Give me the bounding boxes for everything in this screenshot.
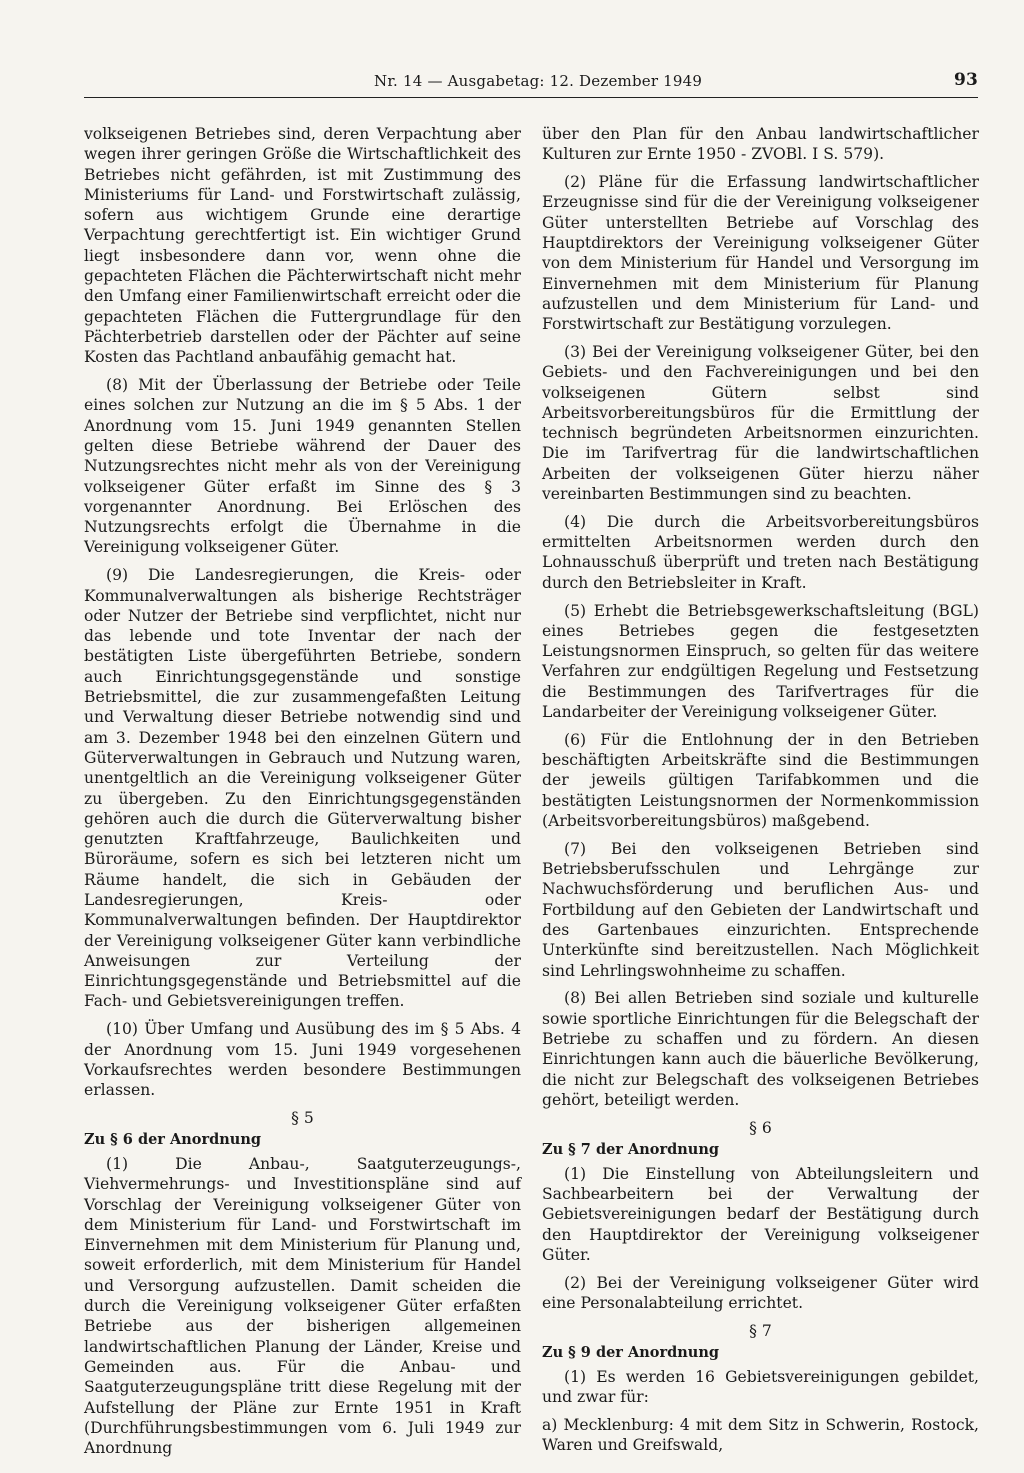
left-column [84,124,521,1466]
paragraph: (8) Mit der Überlassung der Betriebe oder Teile eines solchen zur Nutzung an die im § 5 Abs. 1 der Anordnung vom 15. Juni 1949 genannten Stellen gelten diese Betriebe während der Dauer des Nutzungsrechtes nicht mehr als von der Vereinigung volkseigener Güter erfaßt im Sinne des § 3 vorgenannter Anordnung. Bei Erlöschen des Nutzungsrechts erfolgt die Übernahme in die Vereinigung volkseigener Güter. [84,376,521,557]
section-subheading: Zu § 6 der Anordnung [84,1130,262,1148]
paragraph: (9) Die Landesregierungen, die Kreis- oder Kommunalverwaltungen als bisherige Rechtsträger oder Nutzer der Betriebe sind verpflichtet, nicht nur das lebende und tote Inventar der nach der bestätigten Liste übergeführten Betriebe, sondern auch Einrichtungsgegenstände und sonstige Betriebsmittel, die zur zusammengefaßten Leitung und Verwaltung dieser Betriebe notwendig sind und am 3. Dezember 1948 bei den einzelnen Gütern und Güterverwaltungen in Gebrauch und Nutzung waren, unentgeltlich an die Vereinigung volkseigener Güter zu übergeben. Zu den Einrichtungsgegenständen gehören auch die durch die Güterverwaltung bisher genutzten Kraftfahrzeuge, Baulichkeiten und Büroräume, sofern es sich bei letzteren nicht um Räume handelt, die sich in Gebäuden der Landesregierungen, Kreis- oder Kommunalverwaltungen befinden. Der Hauptdirektor der Vereinigung volkseigener Güter kann verbindliche Anweisungen zur Verteilung der Einrichtungsgegenstände und Betriebsmittel auf die Fach- und Gebietsvereinigungen treffen. [84,566,521,1011]
section-subheading: Zu § 9 der Anordnung [542,1343,720,1361]
paragraph: (1) Die Anbau-, Saatguterzeugungs-, Viehvermehrungs- und Investitionspläne sind auf Vorschlag der Vereinigung volkseigener Güter von dem Ministerium für Land- und Forstwirtschaft im Einvernehmen mit dem Ministerium für Planung und, soweit erforderlich, mit dem Ministerium für Handel und Versorgung aufzustellen. Damit scheiden die durch die Vereinigung volkseigener Güter erfaßten Betriebe aus der bisherigen allgemeinen landwirtschaftlichen Planung der Länder, Kreise und Gemeinden aus. Für die Anbau- und Saatguterzeugungspläne tritt diese Regelung mit der Aufstellung der Pläne zur Ernte 1951 in Kraft (Durchführungsbestimmungen vom 6. Juli 1949 zur Anordnung [84,1154,521,1458]
paragraph: (5) Erhebt die Betriebsgewerkschaftsleitung (BGL) eines Betriebes gegen die festgesetzten Leistungsnormen Einspruch, so gelten für das weitere Verfahren zur endgültigen Regelung und Festsetzung die Bestimmungen des Tarifvertrages für die Landarbeiter der Vereinigung volkseigener Güter. [542,601,979,722]
paragraph: (10) Über Umfang und Ausübung des im § 5 Abs. 4 der Anordnung vom 15. Juni 1949 vorgesehenen Vorkaufsrechtes werden besondere Bestimmungen erlassen. [84,1020,521,1100]
section-heading: § 7 [749,1321,772,1340]
paragraph: (1) Die Einstellung von Abteilungsleitern und Sachbearbeitern bei der Verwaltung der Gebietsvereinigungen bedarf der Bestätigung durch den Hauptdirektor der Vereinigung volkseigener Güter. [542,1164,979,1264]
paragraph: volkseigenen Betriebes sind, deren Verpachtung aber wegen ihrer geringen Größe die Wirtschaftlichkeit des Betriebes nicht gefährden, ist mit Zustimmung des Ministeriums für Land- und Forstwirtschaft zulässig, sofern aus wichtigem Grunde eine derartige Verpachtung gerechtfertigt ist. Ein wichtiger Grund liegt insbesondere dann vor, wenn ohne die gepachteten Flächen die Pächterwirtschaft nicht mehr den Umfang einer Familienwirtschaft erreicht oder die gepachteten Flächen die Futtergrundlage für den Pächterbetrieb darstellen oder der Pächter auf seine Kosten das Pachtland anbaufähig gemacht hat. [84,125,521,367]
paragraph: (6) Für die Entlohnung der in den Betrieben beschäftigten Arbeitskräfte sind die Bestimmungen der jeweils gültigen Tarifabkommen und die bestätigten Leistungsnormen der Normenkommission (Arbeitsvorbereitungsbüros) maßgebend. [542,730,979,830]
issue-header: Nr. 14 — Ausgabetag: 12. Dezember 1949 [374,72,703,90]
section-heading: § 5 [291,1108,314,1127]
paragraph: (7) Bei den volkseigenen Betrieben sind Betriebsberufsschulen und Lehrgänge zur Nachwuchsförderung und beruflichen Aus- und Fortbildung auf den Gebieten der Landwirtschaft und des Gartenbaues einzurichten. Entsprechende Unterkünfte sind bereitzustellen. Nach Möglichkeit sind Lehrlingswohnheime zu schaffen. [542,839,979,980]
header-rule [84,97,978,98]
paragraph: über den Plan für den Anbau landwirtschaftlicher Kulturen zur Ernte 1950 - ZVOBl. I S. 579). [542,125,979,164]
page-number: 93 [953,70,978,90]
paragraph: (4) Die durch die Arbeitsvorbereitungsbüros ermittelten Arbeitsnormen werden durch den Lohnausschuß überprüft und treten nach Bestätigung durch den Betriebsleiter in Kraft. [542,512,979,592]
list-item: a) Mecklenburg: 4 mit dem Sitz in Schwerin, Rostock, Waren und Greifswald, [542,1415,979,1455]
paragraph: (2) Pläne für die Erfassung landwirtschaftlicher Erzeugnisse sind für die der Vereinigung volkseigener Güter unterstellten Betriebe auf Vorschlag des Hauptdirektors der Vereinigung volkseigener Güter von dem Ministerium für Handel und Versorgung im Einvernehmen mit dem Ministerium für Planung aufzustellen und dem Ministerium für Land- und Forstwirtschaft zur Bestätigung vorzulegen. [542,173,979,334]
section-heading: § 6 [749,1118,772,1137]
section-subheading: Zu § 7 der Anordnung [542,1140,720,1158]
right-column [542,124,979,1463]
paragraph: (3) Bei der Vereinigung volkseigener Güter, bei den Gebiets- und den Fachvereinigungen und bei den volkseigenen Gütern selbst sind Arbeitsvorbereitungsbüros für die Ermittlung der technisch begründeten Arbeitsnormen einzurichten. Die im Tarifvertrag für die landwirtschaftlichen Arbeiten der volkseigenen Güter hierzu näher vereinbarten Bestimmungen sind zu beachten. [542,342,979,504]
paragraph: (8) Bei allen Betrieben sind soziale und kulturelle sowie sportliche Einrichtungen für die Belegschaft der Betriebe zu schaffen und zu fördern. An diesen Einrichtungen kann auch die bäuerliche Bevölkerung, die nicht zur Belegschaft des volkseigenen Betriebes gehört, beteiligt werden. [542,989,979,1109]
paragraph: (1) Es werden 16 Gebietsvereinigungen gebildet, und zwar für: [542,1367,979,1407]
paragraph: (2) Bei der Vereinigung volkseigener Güter wird eine Personalabteilung errichtet. [542,1273,979,1312]
